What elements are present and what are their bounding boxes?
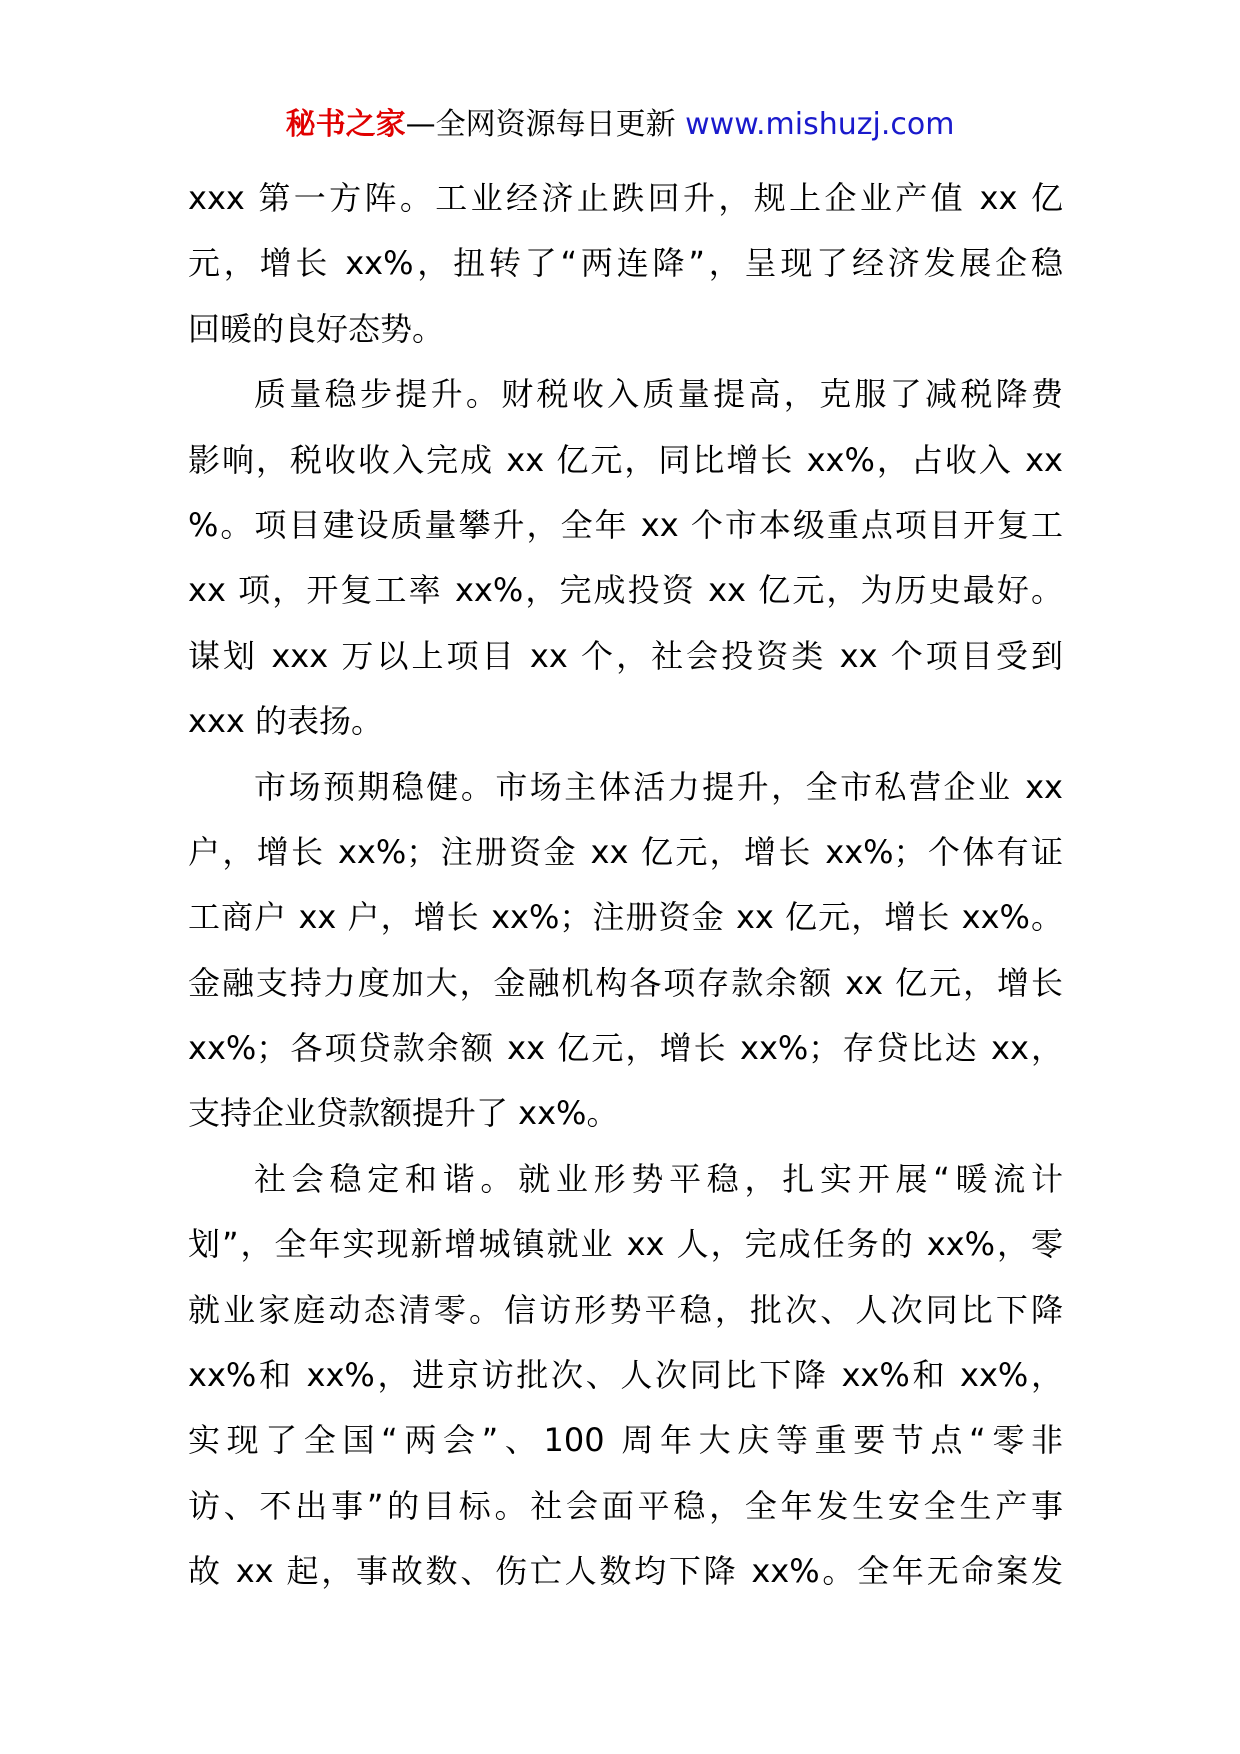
text-line: 实现了全国“两会”、100 周年大庆等重要节点“零非 <box>188 1421 1063 1460</box>
text-line: 质量稳步提升。财税收入质量提高，克服了减税降费 <box>254 375 1063 414</box>
site-header <box>0 100 1240 150</box>
text-line: 支持企业贷款额提升了 xx%。 <box>188 1094 619 1133</box>
text-line: 金融支持力度加大，金融机构各项存款余额 xx 亿元，增长 <box>188 963 1063 1002</box>
text-line: 访、不出事”的目标。社会面平稳，全年发生安全生产事 <box>188 1486 1063 1525</box>
header-tagline: —全网资源每日更新 <box>405 107 676 142</box>
text-line: xxx 第一方阵。工业经济止跌回升，规上企业产值 xx 亿 <box>188 179 1063 217</box>
paragraph <box>188 362 1063 754</box>
paragraph <box>188 166 1063 362</box>
text-line: 回暖的良好态势。 <box>188 309 445 348</box>
text-line: xxx 的表扬。 <box>188 702 383 741</box>
paragraph <box>188 1147 1063 1605</box>
text-line: 划”，全年实现新增城镇就业 xx 人，完成任务的 xx%，零 <box>188 1225 1063 1264</box>
text-line: 元，增长 xx%，扭转了“两连降”，呈现了经济发展企稳 <box>188 244 1063 283</box>
text-line: %。项目建设质量攀升，全年 xx 个市本级重点项目开复工 <box>188 505 1063 544</box>
text-line: xx%和 xx%，进京访批次、人次同比下降 xx%和 xx%， <box>188 1356 1063 1395</box>
paragraph <box>188 755 1063 1147</box>
text-line: 影响，税收收入完成 xx 亿元，同比增长 xx%，占收入 xx <box>188 440 1063 479</box>
text-line: xx%；各项贷款余额 xx 亿元，增长 xx%；存贷比达 xx， <box>188 1029 1063 1068</box>
text-line: 谋划 xxx 万以上项目 xx 个，社会投资类 xx 个项目受到 <box>188 636 1063 675</box>
text-line: 社会稳定和谐。就业形势平稳，扎实开展“暖流计 <box>254 1159 1063 1198</box>
text-line: 工商户 xx 户，增长 xx%；注册资金 xx 亿元，增长 xx%。 <box>188 898 1063 937</box>
text-line: 就业家庭动态清零。信访形势平稳，批次、人次同比下降 <box>188 1290 1063 1329</box>
text-line: 市场预期稳健。市场主体活力提升，全市私营企业 xx <box>254 767 1063 806</box>
document-body <box>188 166 1063 1605</box>
site-url-link[interactable]: www.mishuzj.com <box>685 107 955 142</box>
brand-name: 秘书之家 <box>285 107 406 142</box>
text-line: xx 项，开复工率 xx%，完成投资 xx 亿元，为历史最好。 <box>188 571 1063 610</box>
text-line: 户，增长 xx%；注册资金 xx 亿元，增长 xx%；个体有证 <box>188 832 1063 871</box>
text-line: 故 xx 起，事故数、伤亡人数均下降 xx%。全年无命案发 <box>188 1552 1063 1591</box>
